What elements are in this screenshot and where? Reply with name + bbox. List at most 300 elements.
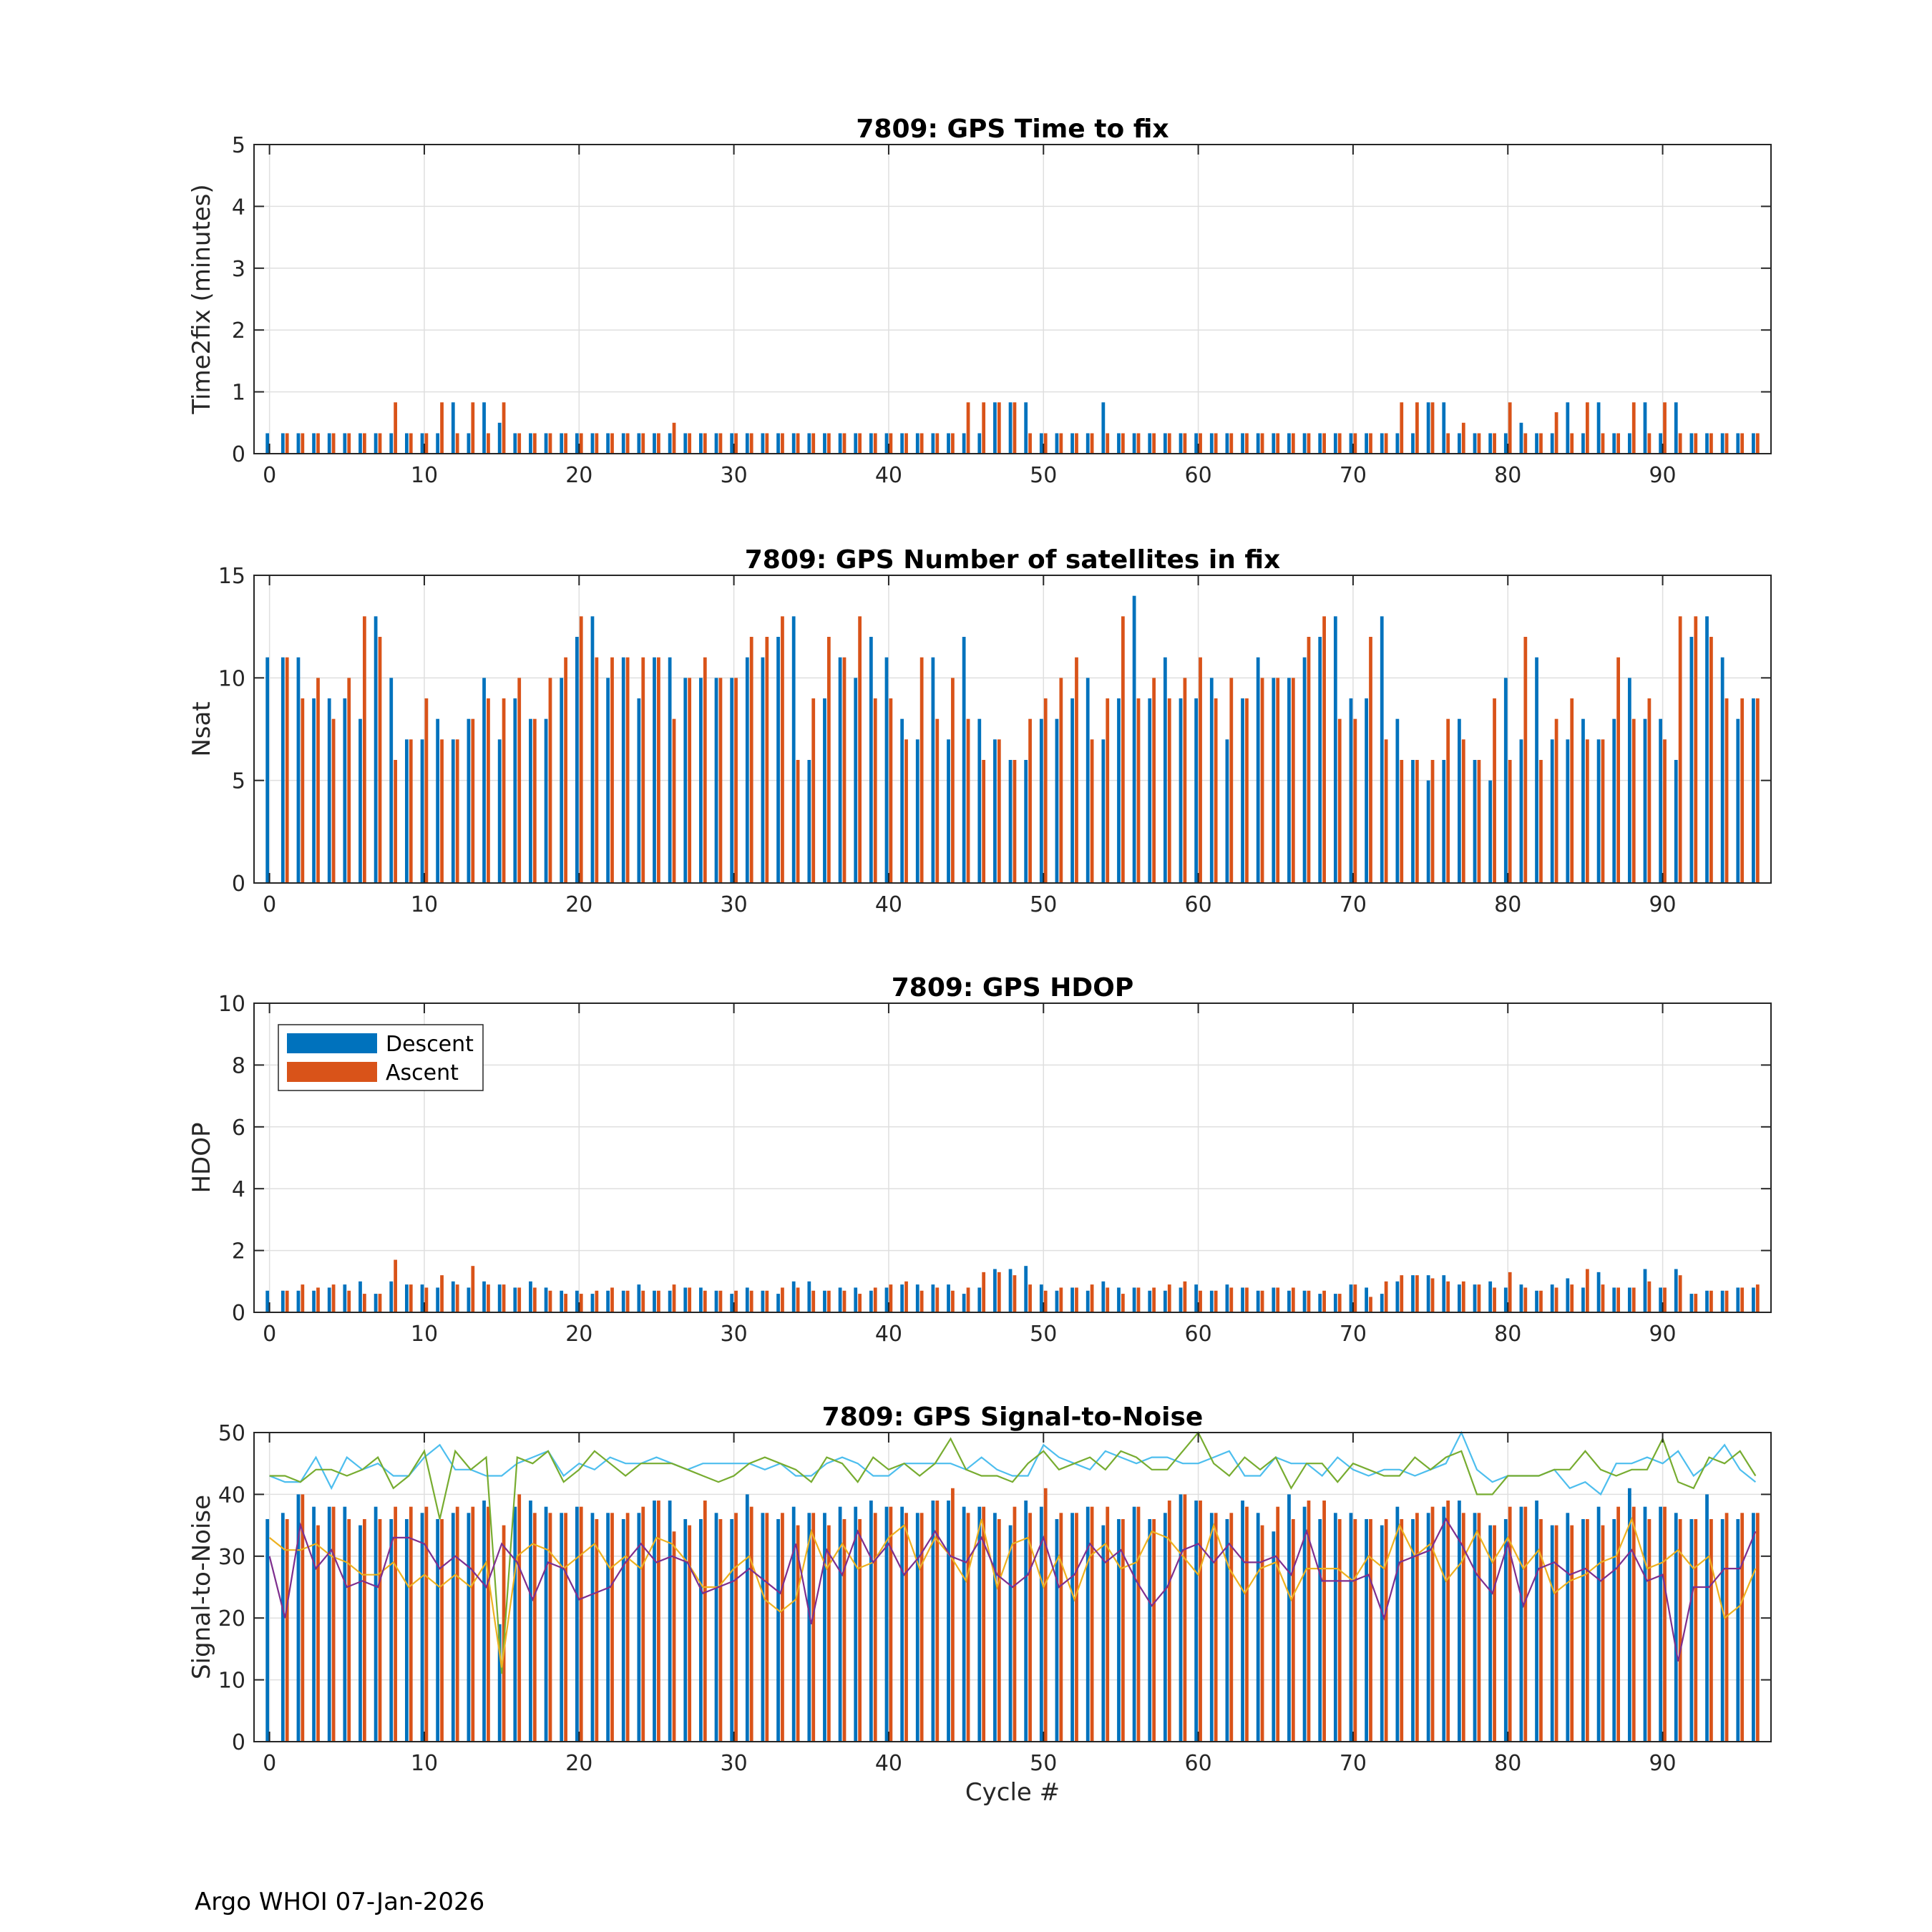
- ascent-bar: [1385, 1519, 1388, 1742]
- ascent-bar: [641, 658, 645, 883]
- x-tick-label: 0: [263, 1322, 277, 1347]
- descent-bar: [869, 1291, 873, 1312]
- descent-bar: [343, 433, 346, 454]
- ascent-bar: [409, 739, 413, 883]
- ascent-bar: [1338, 433, 1342, 454]
- descent-bar: [1380, 616, 1384, 883]
- descent-bar: [1055, 1519, 1059, 1742]
- descent-bar: [1101, 739, 1105, 883]
- ascent-bar: [858, 1294, 862, 1312]
- descent-bar: [761, 433, 765, 454]
- ascent-bar: [858, 616, 862, 883]
- descent-bar: [545, 433, 548, 454]
- x-tick-label: 20: [565, 463, 593, 488]
- descent-bar: [668, 658, 672, 883]
- ascent-bar: [1369, 433, 1372, 454]
- descent-bar: [1674, 1513, 1678, 1742]
- ascent-bar: [1663, 739, 1667, 883]
- ascent-bar: [626, 658, 630, 883]
- descent-bar: [653, 1501, 656, 1742]
- ascent-bar: [1353, 433, 1357, 454]
- descent-bar: [1628, 1287, 1631, 1312]
- ascent-bar: [951, 1488, 955, 1742]
- ascent-bar: [440, 1275, 444, 1312]
- descent-bar: [699, 1519, 703, 1742]
- ascent-bar: [874, 698, 877, 883]
- ascent-bar: [564, 1513, 567, 1742]
- descent-bar: [932, 1284, 935, 1312]
- descent-bar: [1024, 402, 1028, 454]
- ascent-bar: [1152, 678, 1156, 883]
- x-tick-label: 40: [874, 1322, 903, 1347]
- ascent-bar: [889, 1284, 893, 1312]
- descent-bar: [683, 678, 687, 883]
- descent-bar: [482, 402, 486, 454]
- ascent-bar: [874, 1287, 877, 1312]
- descent-bar: [1070, 1513, 1074, 1742]
- ascent-bar: [1369, 1297, 1372, 1312]
- ascent-bar: [1168, 698, 1171, 883]
- descent-bar: [622, 1519, 625, 1742]
- ascent-bar: [1245, 1287, 1249, 1312]
- descent-bar: [885, 433, 889, 454]
- descent-bar: [436, 719, 439, 883]
- y-tick-label: 0: [231, 442, 245, 467]
- descent-bar: [1705, 1494, 1709, 1742]
- descent-bar: [885, 1287, 889, 1312]
- ascent-bar: [1322, 1501, 1326, 1742]
- ascent-bar: [1106, 1287, 1109, 1312]
- descent-bar: [1644, 719, 1647, 883]
- descent-bar: [606, 678, 610, 883]
- ascent-bar: [1523, 637, 1527, 883]
- ascent-bar: [1199, 1501, 1202, 1742]
- descent-bar: [1597, 739, 1601, 883]
- ascent-bar: [843, 433, 847, 454]
- ascent-bar: [1709, 1519, 1713, 1742]
- descent-bar: [746, 433, 749, 454]
- descent-bar: [993, 1513, 997, 1742]
- descent-bar: [730, 678, 733, 883]
- descent-bar: [1210, 1513, 1214, 1742]
- ascent-bar: [1229, 1287, 1233, 1312]
- descent-bar: [1535, 433, 1538, 454]
- descent-bar: [1086, 433, 1090, 454]
- ascent-bar: [1570, 1284, 1574, 1312]
- ascent-bar: [1431, 402, 1435, 454]
- ascent-bar: [610, 433, 614, 454]
- ascent-bar: [1725, 698, 1729, 883]
- x-tick-label: 70: [1339, 1751, 1367, 1776]
- descent-bar: [1241, 1501, 1244, 1742]
- descent-bar: [730, 1294, 733, 1312]
- y-tick-label: 20: [218, 1606, 245, 1632]
- descent-bar: [1488, 1282, 1492, 1312]
- descent-bar: [1581, 433, 1585, 454]
- descent-bar: [977, 1287, 981, 1312]
- x-tick-label: 10: [410, 1751, 439, 1776]
- descent-bar: [591, 616, 595, 883]
- ascent-bar: [843, 1519, 847, 1742]
- ascent-bar: [673, 423, 676, 454]
- ascent-bar: [1184, 433, 1187, 454]
- y-tick-label: 50: [218, 1421, 245, 1446]
- descent-bar: [1179, 698, 1183, 883]
- ascent-bar: [471, 402, 474, 454]
- descent-bar: [715, 678, 718, 883]
- descent-bar: [467, 719, 471, 883]
- descent-bar: [1520, 739, 1523, 883]
- ascent-bar: [1431, 1278, 1435, 1312]
- descent-bar: [1148, 698, 1151, 883]
- ascent-bar: [1137, 1287, 1141, 1312]
- descent-bar: [792, 1507, 796, 1742]
- ascent-bar: [734, 433, 738, 454]
- ascent-bar: [1570, 698, 1574, 883]
- ascent-bar: [1694, 1519, 1697, 1742]
- ascent-bar: [1616, 658, 1620, 883]
- ascent-bar: [1601, 1284, 1605, 1312]
- ascent-bar: [1539, 760, 1543, 883]
- descent-bar: [1705, 1291, 1709, 1312]
- x-tick-label: 40: [874, 463, 903, 488]
- ascent-bar: [1709, 1291, 1713, 1312]
- ascent-bar: [734, 1513, 738, 1742]
- ascent-bar: [1539, 433, 1543, 454]
- descent-bar: [1365, 433, 1368, 454]
- ascent-bar: [1245, 1507, 1249, 1742]
- ascent-bar: [1679, 1275, 1682, 1312]
- ascent-bar: [1184, 1494, 1187, 1742]
- descent-bar: [1009, 402, 1013, 454]
- ascent-bar: [286, 1519, 289, 1742]
- ascent-bar: [1616, 433, 1620, 454]
- ascent-bar: [734, 1291, 738, 1312]
- ascent-bar: [1091, 739, 1094, 883]
- descent-bar: [1395, 433, 1399, 454]
- descent-bar: [1473, 433, 1477, 454]
- descent-bar: [281, 658, 285, 883]
- ascent-bar: [1106, 433, 1109, 454]
- ascent-bar: [379, 637, 382, 883]
- y-tick-label: 3: [231, 256, 245, 282]
- descent-bar: [265, 658, 269, 883]
- descent-bar: [807, 1282, 811, 1312]
- ascent-bar: [1059, 1513, 1063, 1742]
- x-tick-label: 60: [1184, 892, 1212, 917]
- descent-bar: [653, 433, 656, 454]
- descent-bar: [1334, 1513, 1337, 1742]
- ascent-bar: [904, 433, 908, 454]
- descent-bar: [1055, 719, 1059, 883]
- x-tick-label: 70: [1339, 892, 1367, 917]
- y-tick-label: 1: [231, 380, 245, 406]
- ascent-bar: [1261, 1291, 1264, 1312]
- descent-bar: [1504, 678, 1508, 883]
- descent-bar: [1163, 1513, 1167, 1742]
- ascent-bar: [471, 1266, 474, 1312]
- descent-bar: [746, 1287, 749, 1312]
- descent-bar: [1597, 1272, 1601, 1312]
- ascent-bar: [580, 616, 583, 883]
- ascent-bar: [1523, 1287, 1527, 1312]
- descent-bar: [513, 1507, 517, 1742]
- ascent-bar: [1462, 739, 1465, 883]
- ascent-bar: [1276, 1507, 1279, 1742]
- descent-bar: [699, 1287, 703, 1312]
- ascent-bar: [487, 1507, 490, 1742]
- descent-bar: [637, 698, 640, 883]
- ascent-bar: [1121, 1294, 1125, 1312]
- descent-bar: [358, 1526, 362, 1742]
- ascent-bar: [1013, 402, 1017, 454]
- ascent-bar: [409, 1284, 413, 1312]
- ascent-bar: [1648, 698, 1652, 883]
- descent-bar: [560, 1291, 563, 1312]
- ascent-bar: [1106, 1507, 1109, 1742]
- descent-bar: [962, 1507, 966, 1742]
- x-tick-label: 20: [565, 1322, 593, 1347]
- x-tick-label: 0: [263, 1751, 277, 1776]
- descent-bar: [328, 1287, 331, 1312]
- descent-bar: [1659, 1287, 1662, 1312]
- x-tick-label: 60: [1184, 463, 1212, 488]
- ascent-bar: [517, 1494, 521, 1742]
- ascent-bar: [1709, 637, 1713, 883]
- ascent-bar: [1740, 698, 1744, 883]
- ascent-bar: [595, 433, 598, 454]
- x-tick-label: 50: [1030, 1322, 1058, 1347]
- descent-bar: [482, 678, 486, 883]
- ascent-bar: [1663, 1507, 1667, 1742]
- descent-bar: [1210, 678, 1214, 883]
- descent-bar: [467, 1287, 471, 1312]
- descent-bar: [1350, 1284, 1353, 1312]
- ascent-bar: [1523, 1507, 1527, 1742]
- descent-bar: [1226, 1519, 1229, 1742]
- y-tick-label: 5: [231, 769, 245, 794]
- ascent-bar: [858, 1519, 862, 1742]
- legend: [278, 1025, 483, 1091]
- ascent-bar: [549, 433, 552, 454]
- descent-bar: [1257, 433, 1260, 454]
- ascent-bar: [1245, 433, 1249, 454]
- ascent-bar: [379, 1519, 382, 1742]
- ascent-bar: [394, 1260, 397, 1312]
- descent-bar: [1411, 1275, 1415, 1312]
- ascent-bar: [827, 1526, 831, 1742]
- chart-title: 7809: GPS Number of satellites in fix: [744, 545, 1281, 575]
- descent-bar: [776, 1294, 780, 1312]
- descent-bar: [637, 1284, 640, 1312]
- ascent-bar: [1616, 1287, 1620, 1312]
- ascent-bar: [363, 616, 366, 883]
- ascent-bar: [781, 1287, 784, 1312]
- descent-bar: [1411, 433, 1415, 454]
- ascent-bar: [1292, 433, 1295, 454]
- y-tick-label: 4: [231, 1177, 245, 1203]
- ascent-bar: [1322, 1291, 1326, 1312]
- ascent-bar: [1152, 433, 1156, 454]
- descent-bar: [1721, 433, 1724, 454]
- descent-bar: [668, 1501, 672, 1742]
- descent-bar: [575, 637, 579, 883]
- descent-bar: [900, 719, 904, 883]
- ascent-bar: [626, 433, 630, 454]
- descent-bar: [1380, 1526, 1384, 1742]
- descent-bar: [932, 658, 935, 883]
- descent-bar: [1690, 1519, 1694, 1742]
- x-tick-label: 50: [1030, 892, 1058, 917]
- ascent-bar: [286, 1291, 289, 1312]
- ascent-bar: [332, 1284, 336, 1312]
- descent-bar: [1535, 658, 1538, 883]
- ascent-bar: [1137, 433, 1141, 454]
- y-axis-label: HDOP: [187, 1122, 216, 1194]
- descent-bar: [622, 433, 625, 454]
- ascent-bar: [1245, 698, 1249, 883]
- ascent-bar: [734, 678, 738, 883]
- ascent-bar: [595, 1291, 598, 1312]
- ascent-bar: [1415, 760, 1419, 883]
- ascent-bar: [517, 678, 521, 883]
- ascent-bar: [1307, 433, 1311, 454]
- ascent-bar: [811, 1513, 815, 1742]
- descent-bar: [869, 433, 873, 454]
- descent-bar: [1520, 1507, 1523, 1742]
- ascent-bar: [1400, 760, 1403, 883]
- ascent-bar: [1168, 1501, 1171, 1742]
- descent-bar: [1721, 1519, 1724, 1742]
- descent-bar: [1133, 1507, 1136, 1742]
- descent-bar: [1581, 1519, 1585, 1742]
- ascent-bar: [781, 616, 784, 883]
- ascent-bar: [1184, 678, 1187, 883]
- ascent-bar: [1152, 1287, 1156, 1312]
- ascent-bar: [456, 1284, 459, 1312]
- ascent-bar: [440, 402, 444, 454]
- descent-bar: [1612, 433, 1616, 454]
- ascent-bar: [1694, 616, 1697, 883]
- ascent-bar: [1028, 719, 1032, 883]
- ascent-bar: [641, 1507, 645, 1742]
- ascent-bar: [1261, 1526, 1264, 1742]
- descent-bar: [1551, 1284, 1554, 1312]
- ascent-bar: [580, 1294, 583, 1312]
- ascent-bar: [1276, 678, 1279, 883]
- descent-bar: [1318, 637, 1322, 883]
- ascent-bar: [1601, 1526, 1605, 1742]
- ascent-bar: [564, 1294, 567, 1312]
- descent-bar: [1566, 1278, 1569, 1312]
- descent-bar: [900, 433, 904, 454]
- x-tick-label: 90: [1649, 1322, 1677, 1347]
- ascent-bar: [997, 739, 1001, 883]
- descent-bar: [653, 1291, 656, 1312]
- ascent-bar: [967, 1287, 970, 1312]
- ascent-bar: [1756, 433, 1760, 454]
- descent-bar: [1194, 698, 1198, 883]
- descent-bar: [374, 1294, 378, 1312]
- ascent-bar: [1431, 760, 1435, 883]
- descent-bar: [1520, 423, 1523, 454]
- descent-bar: [1504, 1287, 1508, 1312]
- descent-bar: [1179, 433, 1183, 454]
- descent-bar: [482, 1282, 486, 1312]
- ascent-bar: [1292, 1287, 1295, 1312]
- descent-bar: [761, 1291, 765, 1312]
- ascent-bar: [1013, 1275, 1017, 1312]
- x-tick-label: 60: [1184, 1751, 1212, 1776]
- descent-bar: [776, 433, 780, 454]
- descent-bar: [823, 433, 826, 454]
- ascent-bar: [796, 433, 800, 454]
- ascent-bar: [502, 1284, 506, 1312]
- descent-bar: [839, 658, 842, 883]
- descent-bar: [1535, 1291, 1538, 1312]
- ascent-bar: [533, 433, 537, 454]
- descent-bar: [328, 698, 331, 883]
- descent-bar: [1257, 1513, 1260, 1742]
- ascent-bar: [765, 433, 769, 454]
- ascent-bar: [286, 658, 289, 883]
- ascent-bar: [967, 402, 970, 454]
- descent-bar: [1350, 433, 1353, 454]
- descent-bar: [374, 616, 378, 883]
- ascent-bar: [843, 658, 847, 883]
- descent-bar: [1674, 402, 1678, 454]
- ascent-bar: [935, 719, 939, 883]
- ascent-bar: [688, 1526, 691, 1742]
- ascent-bar: [301, 698, 304, 883]
- descent-bar: [622, 658, 625, 883]
- descent-bar: [498, 423, 502, 454]
- descent-bar: [1659, 433, 1662, 454]
- descent-bar: [405, 1519, 409, 1742]
- ascent-bar: [1199, 1291, 1202, 1312]
- ascent-bar: [750, 433, 753, 454]
- x-tick-label: 90: [1649, 892, 1677, 917]
- descent-bar: [1055, 433, 1059, 454]
- descent-bar: [1736, 719, 1740, 883]
- descent-bar: [1086, 1291, 1090, 1312]
- ascent-bar: [1152, 1519, 1156, 1742]
- descent-bar: [1752, 1287, 1755, 1312]
- descent-bar: [1086, 1507, 1090, 1742]
- ascent-bar: [1292, 1519, 1295, 1742]
- descent-bar: [312, 1507, 316, 1742]
- descent-bar: [839, 433, 842, 454]
- ascent-bar: [1369, 1519, 1372, 1742]
- ascent-bar: [1229, 433, 1233, 454]
- ascent-bar: [1725, 1513, 1729, 1742]
- ascent-bar: [533, 1513, 537, 1742]
- descent-bar: [1070, 698, 1074, 883]
- ascent-bar: [425, 698, 429, 883]
- ascent-bar: [610, 1287, 614, 1312]
- ascent-bar: [889, 433, 893, 454]
- ascent-bar: [1400, 1275, 1403, 1312]
- x-tick-label: 20: [565, 892, 593, 917]
- ascent-bar: [827, 637, 831, 883]
- descent-bar: [529, 719, 532, 883]
- descent-bar: [1736, 433, 1740, 454]
- ascent-bar: [951, 678, 955, 883]
- ascent-bar: [610, 1513, 614, 1742]
- descent-bar: [467, 433, 471, 454]
- descent-bar: [1272, 433, 1275, 454]
- x-tick-label: 30: [720, 1751, 748, 1776]
